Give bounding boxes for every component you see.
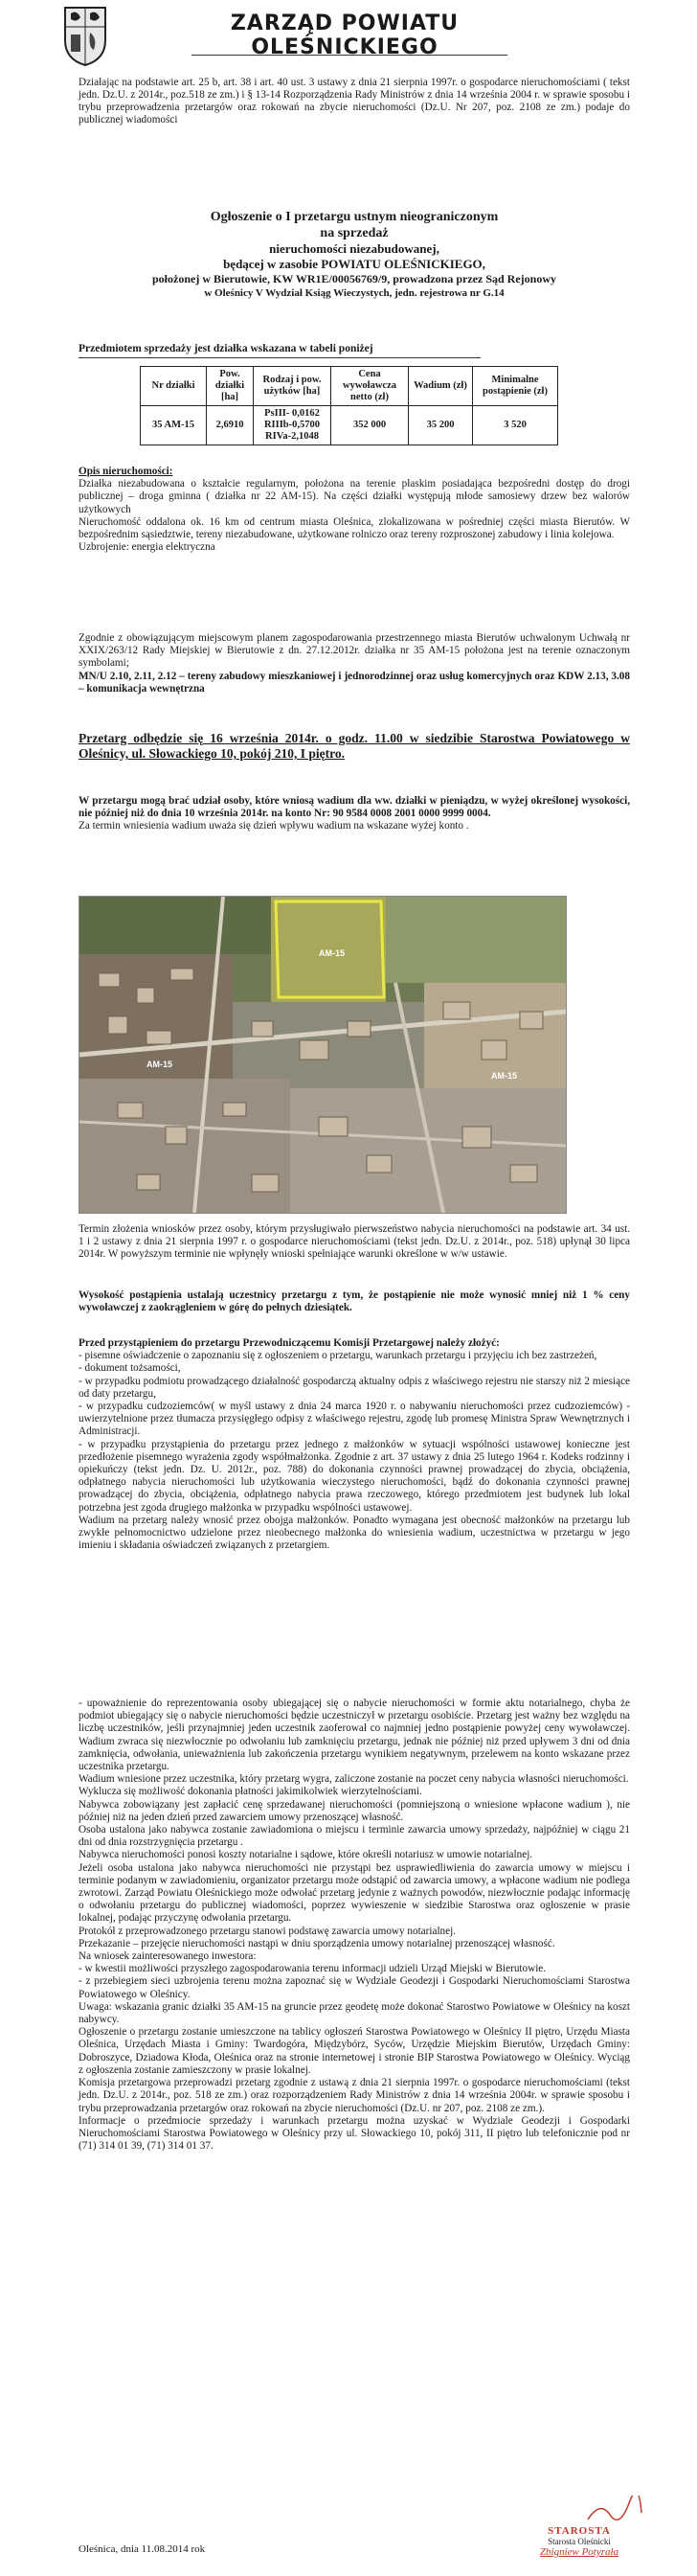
description-paragraph-3: Uzbrojenie: energia elektryczna: [79, 541, 215, 554]
heading-line-5: położonej w Bierutowie, KW WR1E/00056769/9, prowadzona przez Sąd Rejonowy: [152, 272, 556, 285]
land-use-1: PsIII- 0,0162: [264, 408, 320, 419]
preemption-term: Termin złożenia wniosków przez osoby, którym przysługiwało pierwszeństwo nabycia nieruchomości na podstawie art. 34 ust. 1 i 2 ustawy z dnia 21 sierpnia 1997 r. o gospodarce nieruchomościami (tekst jedn. Dz.U. z 2014r., poz. 518) upłynął 30 lipca 2014r. W powyższym terminie nie wpłynęły wnioski spełniające warunki określone w w/w ustawie.: [79, 1223, 630, 1261]
description-title: Opis nieruchomości:: [79, 466, 173, 477]
table-header: Minimalne postąpienie (zł): [473, 367, 558, 406]
stamp-title: STAROSTA: [548, 2525, 611, 2537]
land-use-2: RIIIb-0,5700: [263, 420, 321, 430]
stamp-subtitle: Starosta Oleśnicki: [548, 2537, 611, 2546]
table-header: Wadium (zł): [409, 367, 473, 406]
zoning-symbols: MN/U 2.10, 2.11, 2.12 – tereny zabudowy mieszkaniowej i jednorodzinnej oraz usług komercyjnych oraz KDW 2.13, 3.08 – komunikacja wewnętrzna: [79, 670, 630, 695]
increment-rule: Wysokość postąpienia ustalają uczestnicy przetargu z tym, że postąpienie nie może wynosić mniej niż 1 % ceny wywoławczej z zaokrągleniem w górę do pełnych dziesiątek.: [79, 1289, 630, 1314]
cell-price: 352 000: [331, 406, 409, 445]
aerial-map-graphic: [79, 897, 566, 1213]
map-label-3: AM-15: [491, 1071, 518, 1081]
cell-area: 2,6910: [207, 406, 254, 445]
issue-date: Oleśnica, dnia 11.08.2014 rok: [79, 2543, 206, 2555]
description-paragraph-2: Nieruchomość oddalona ok. 16 km od centrum miasta Oleśnica, zlokalizowana w pośredniej części miasta Bierutów. W bezpośrednim sąsiedztwie, tereny niezabudowane, użytkowane rolniczo oraz tereny rozproszonej zabudowy i linia kolejowa.: [79, 515, 630, 541]
heading-line-4: będącej w zasobie POWIATU OLEŚNICKIEGO,: [223, 257, 485, 271]
aerial-map-image: [79, 896, 567, 1214]
parcel-table: [140, 366, 558, 445]
heading-line-6: w Oleśnicy V Wydział Ksiąg Wieczystych, jedn. rejestrowa nr G.14: [204, 287, 505, 299]
property-description: [79, 466, 630, 554]
description-paragraph-1: Działka niezabudowana o kształcie regularnym, położona na terenie płaskim posiadająca bezpośredni dostęp do drogi publicznej – droga gminna ( działka nr 22 AM-15). Na części działki występują młode samosiewy drzew bez walorów użytkowych: [79, 478, 630, 515]
map-label-2: AM-15: [146, 1060, 173, 1069]
auction-date-notice: Przetarg odbędzie się 16 września 2014r. o godz. 11.00 w siedzibie Starostwa Powiatowego w Oleśnicy, ul. Słowackiego 10, pokój 210, I piętro.: [79, 731, 630, 761]
heading-line-1: Ogłoszenie o I przetargu ustnym nieograniczonym: [210, 210, 499, 224]
land-use-3: RIVa-2,1048: [265, 431, 319, 442]
coat-of-arms-icon: [61, 4, 109, 67]
table-header: Nr działki: [141, 367, 207, 406]
signature-scribble-icon: [586, 2496, 643, 2524]
heading-line-3: nieruchomości niezabudowanej,: [269, 241, 439, 256]
cell-parcel-number: 35 AM-15: [141, 406, 207, 445]
subject-underline: [79, 357, 481, 358]
cell-min-increment: 3 520: [473, 406, 558, 445]
table-header: Cena wywoławcza netto (zł): [331, 367, 409, 406]
zoning-paragraph: Zgodnie z obowiązującym miejscowym planem zagospodarowania przestrzennego miasta Bierutów uchwalonym Uchwałą nr XXIX/263/12 Rady Miejskiej w Bierutowie z dn. 27.12.2012r. działka nr 35 AM-15 położona jest na terenie oznaczonym symbolami;: [79, 632, 630, 670]
table-row: [141, 406, 558, 445]
deposit-paragraph: W przetargu mogą brać udział osoby, które wniosą wadium dla ww. działki w pieniądzu, w wyżej określonej wysokości, nie później niż do dnia 10 września 2014r. na konto Nr: 90 9584 0008 2001 0000 9999 0004.: [79, 795, 630, 820]
documents-title: Przed przystąpieniem do przetargu Przewodniczącemu Komisji Przetargowej należy złożyć:: [79, 1337, 500, 1349]
map-label-1: AM-15: [319, 948, 346, 958]
table-header: Pow. działki [ha]: [207, 367, 254, 406]
deposit-note: Za termin wniesienia wadium uważa się dzień wpływu wadium na wskazane wyżej konto .: [79, 820, 469, 832]
starosta-stamp: [522, 2525, 637, 2558]
cell-deposit: 35 200: [409, 406, 473, 445]
heading-line-2: na sprzedaż: [320, 226, 389, 240]
header-divider: [191, 55, 507, 56]
subject-line: Przedmiotem sprzedaży jest działka wskazana w tabeli poniżej: [79, 343, 373, 354]
auction-rules: - upoważnienie do reprezentowania osoby ubiegającej się o nabycie nieruchomości w formie aktu notarialnego, chyba że podmiot ubiegający się o nabycie nieruchomości będzie uczestniczył w przetargu osobiście. Przetarg jest ważny bez względu na liczbę uczestników, jeśli przynajmniej jeden uczestnik zaoferował co najmniej jedno postąpienie powyżej ceny wywoławczej. Wadium zwraca się niezwłocznie po odwołaniu lub zamknięciu przetargu, jednak nie później niż przed upływem 3 dni od dnia zamknięcia, odwołania, unieważnienia lub zakończenia przetargu wynikiem negatywnym, przelewem na konto wskazane przez uczestnika przetargu. Wadium wniesione przez uczestnika, który przetarg wygra, zaliczone zostanie na poczet ceny nabycia własności nieruchomości. Wyklucza się możliwość dokonania płatności jakimikolwiek wierzytelnościami. Nabywca zobowiązany jest zapłacić cenę sprzedawanej nieruchomości (pomniejszoną o wniesione wpłacone wadium ), nie później niż na jeden dzień przed zawarciem umowy przenoszącej własność. Osoba ustalona jako nabywca zostanie zawiadomiona o miejscu i terminie zawarcia umowy sprzedaży, najpóźniej w ciągu 21 dni od dnia rozstrzygnięcia przetargu . Nabywca nieruchomości ponosi koszty notarialne i sądowe, które określi notariusz w umowie notarialnej. Jeżeli osoba ustalona jako nabywca nieruchomości nie przystąpi bez usprawiedliwienia do zawarcia umowy w miejscu i terminie podanym w zawiadomieniu, organizator przetargu może odstąpić od zawarcia umowy, a wpłacone wadium nie podlega zwrotowi. Zarząd Powiatu Oleśnickiego może odwołać przetarg jedynie z ważnych powodów, niezwłocznie podając informację o odwołaniu przetargu do publicznej wiadomości, poprzez wywieszenie w siedzibie Starostwa oraz ogłoszenie w prasie lokalnej, podając przyczynę odwołania przetargu. Protokół z przeprowadzonego przetargu stanowi podstawę zawarcia umowy notarialnej. Przekazanie – przejęcie nieruchomości nastąpi w dniu sporządzenia umowy notarialnej przenoszącej własność. Na wniosek zainteresowanego inwestora: - w kwestii możliwości przyszłego zagospodarowania terenu informacji udzieli Urząd Miejski w Bierutowie. - z przebiegiem sieci uzbrojenia terenu można zapoznać się w Wydziale Geodezji i Gospodarki Nieruchomościami Starostwa Powiatowego w Oleśnicy. Uwaga: wskazania granic działki 35 AM-15 na gruncie przez geodetę może dokonać Starostwo Powiatowe w Oleśnicy na koszt nabywcy. Ogłoszenie o przetargu zostanie umieszczone na tablicy ogłoszeń Starostwa Powiatowego w Oleśnicy II piętro, Urzędu Miasta Oleśnica, Urzędach Miasta i Gminy: Twardogóra, Międzybórz, Syców, Urzędzie Miejskim Bierutów, Urzędach Gminy: Dobroszyce, Dziadowa Kłoda, Oleśnica oraz na stronie internetowej i stronie BIP Starostwa Powiatowego w Oleśnicy. Wyciąg z ogłoszenia zostanie zamieszczony w prasie lokalnej. Komisja przetargowa przeprowadzi przetarg zgodnie z ustawą z dnia 21 sierpnia 1997r. o gospodarce nieruchomościami (tekst jedn. Dz.U. z 2014r., poz. 518 ze zm.) oraz rozporządzeniem Rady Ministrów z dnia 14 września 2004r. w sprawie sposobu i trybu przeprowadzania przetargów oraz rokowań na zbycie nieruchomości (Dz.U. nr 207, poz. 2108 ze zm.). Informacje o przedmiocie sprzedaży i warunkach przetargu można uzyskać w Wydziale Geodezji i Gospodarki Nieruchomościami Starostwa Powiatowego w Oleśnicy przy ul. Słowackiego 10, pokój 311, II piętro lub telefonicznie pod nr (71) 314 01 39, (71) 314 01 37.: [79, 1698, 630, 2153]
signature: Zbigniew Potyrała: [539, 2546, 619, 2558]
cell-land-use: [254, 406, 331, 445]
table-header-row: [141, 367, 558, 406]
legal-basis-paragraph: Działając na podstawie art. 25 b, art. 38 i art. 40 ust. 3 ustawy z dnia 21 sierpnia 1997r. o gospodarce nieruchomościami ( tekst jedn. Dz.U. z 2014r., poz.518 ze zm.) i § 13-14 Rozporządzenia Rady Ministrów z dnia 14 września 2004 r. w sprawie sposobu i trybu przeprowadzenia przetargów oraz rokowań na zbycie nieruchomości (Dz.U. Nr 207, poz. 2108 ze zm.) podaje do publicznej wiadomości: [79, 77, 630, 125]
announcement-heading: [79, 209, 630, 300]
header-title: ZARZĄD POWIATU OLEŚNICKIEGO: [230, 11, 460, 59]
deposit-section: [79, 795, 630, 833]
documents-list: - pisemne oświadczenie o zapoznaniu się z ogłoszeniem o przetargu, warunkach przetargu i przyjęciu ich bez zastrzeżeń, - dokument tożsamości, - w przypadku podmiotu prowadzącego działalność gospodarczą aktualny odpis z właściwego rejestru nie starszy niż 2 miesiące od daty przetargu, - w przypadku cudzoziemców( w myśl ustawy z dnia 24 marca 1920 r. o nabywaniu nieruchomości przez cudzoziemców) - uwierzytelnione przez tłumacza przysięgłego odpisy z właściwego rejestru, zgodę lub promesę Ministra Spraw Wewnętrznych i Administracji. - w przypadku przystąpienia do przetargu przez jednego z małżonków w sytuacji wspólności ustawowej konieczne jest przedłożenie pisemnego wyrażenia zgody współmałżonka. Zgodnie z art. 37 ustawy z dnia 25 lutego 1964 r. Kodeks rodzinny i opiekuńczy (tekst jedn. Dz. U. 2012r., poz. 788) do dokonania czynności prawnej prowadzącej do zbycia, obciążenia, odpłatnego nabycia nieruchomości lub użytkowania wieczystego nieruchomości, bądź do dokonania czynności prawnej prowadzącej do zbycia, obciążenia, odpłatnego nabycia prawa rzeczowego, którego przedmiotem jest budynek lub lokal potrzebna jest zgoda drugiego małżonka w przypadku wspólności ustawowej. Wadium na przetarg należy wnosić przez obojga małżonków. Ponadto wymagana jest obecność małżonków na przetargu lub zwykłe pełnomocnictwo udzielone przez nieobecnego małżonka do wniesienia wadium, uczestnictwa w przetargu w jego imieniu i składania oświadczeń związanych z przetargiem.: [79, 1350, 630, 1552]
table-header: Rodzaj i pow. użytków [ha]: [254, 367, 331, 406]
zoning-plan: [79, 632, 630, 695]
required-documents: [79, 1337, 630, 1552]
